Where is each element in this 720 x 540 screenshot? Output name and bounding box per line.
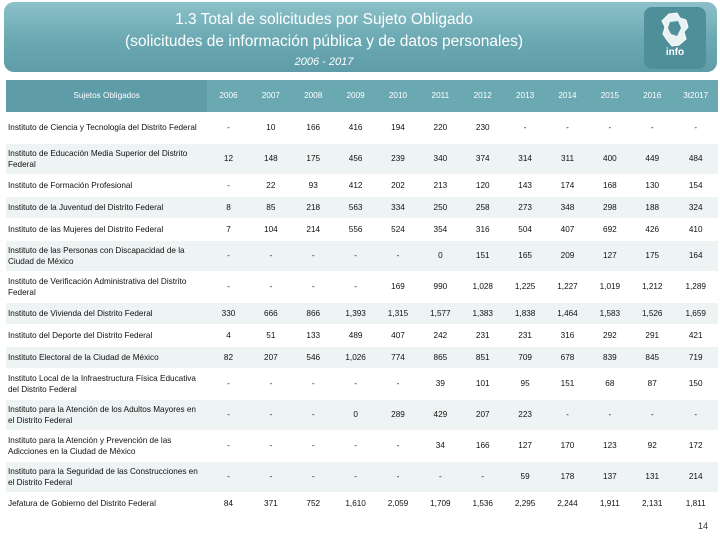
value-cell: 120 xyxy=(462,174,504,196)
value-cell: 10 xyxy=(250,112,292,143)
value-cell: - xyxy=(589,399,631,430)
value-cell: - xyxy=(673,399,718,430)
value-cell: - xyxy=(292,271,334,302)
value-cell: 123 xyxy=(589,430,631,461)
value-cell: 678 xyxy=(546,346,588,368)
value-cell: 407 xyxy=(546,218,588,240)
value-cell: 865 xyxy=(419,346,461,368)
value-cell: 68 xyxy=(589,368,631,399)
column-header-year: 2016 xyxy=(631,80,673,112)
value-cell: 87 xyxy=(631,368,673,399)
table-row xyxy=(6,174,718,196)
value-cell: - xyxy=(207,368,249,399)
value-cell: 1,383 xyxy=(462,302,504,324)
column-header-year: 2007 xyxy=(250,80,292,112)
value-cell: 291 xyxy=(631,324,673,346)
value-cell: 131 xyxy=(631,461,673,492)
value-cell: 170 xyxy=(546,430,588,461)
value-cell: 1,028 xyxy=(462,271,504,302)
value-cell: 214 xyxy=(673,461,718,492)
table-row xyxy=(6,196,718,218)
value-cell: 175 xyxy=(631,240,673,271)
column-header-year: 2008 xyxy=(292,80,334,112)
column-header-year: 2010 xyxy=(377,80,419,112)
value-cell: 8 xyxy=(207,196,249,218)
value-cell: 151 xyxy=(546,368,588,399)
value-cell: 851 xyxy=(462,346,504,368)
value-cell: 845 xyxy=(631,346,673,368)
value-cell: 166 xyxy=(462,430,504,461)
value-cell: - xyxy=(546,399,588,430)
value-cell: 866 xyxy=(292,302,334,324)
value-cell: 1,464 xyxy=(546,302,588,324)
value-cell: 258 xyxy=(462,196,504,218)
value-cell: 93 xyxy=(292,174,334,196)
value-cell: 95 xyxy=(504,368,546,399)
column-header-year: 2015 xyxy=(589,80,631,112)
value-cell: 1,577 xyxy=(419,302,461,324)
value-cell: 1,212 xyxy=(631,271,673,302)
value-cell: 298 xyxy=(589,196,631,218)
value-cell: 0 xyxy=(334,399,376,430)
table-row xyxy=(6,461,718,492)
value-cell: 2,131 xyxy=(631,492,673,514)
table-row xyxy=(6,240,718,271)
value-cell: 175 xyxy=(292,143,334,174)
value-cell: 85 xyxy=(250,196,292,218)
value-cell: 563 xyxy=(334,196,376,218)
value-cell: - xyxy=(673,112,718,143)
logo xyxy=(644,7,706,69)
value-cell: 330 xyxy=(207,302,249,324)
value-cell: 209 xyxy=(546,240,588,271)
value-cell: - xyxy=(207,399,249,430)
value-cell: 504 xyxy=(504,218,546,240)
value-cell: 1,610 xyxy=(334,492,376,514)
value-cell: 1,659 xyxy=(673,302,718,324)
value-cell: 188 xyxy=(631,196,673,218)
value-cell: 34 xyxy=(419,430,461,461)
value-cell: - xyxy=(250,368,292,399)
value-cell: 416 xyxy=(334,112,376,143)
value-cell: - xyxy=(462,461,504,492)
subject-name-cell: Instituto de la Juventud del Distrito Federal xyxy=(6,196,207,218)
value-cell: 2,059 xyxy=(377,492,419,514)
subject-name-cell: Instituto de Ciencia y Tecnología del Distrito Federal xyxy=(6,112,207,143)
value-cell: 719 xyxy=(673,346,718,368)
subject-name-cell: Instituto de Educación Media Superior del Distrito Federal xyxy=(6,143,207,174)
value-cell: 250 xyxy=(419,196,461,218)
value-cell: 429 xyxy=(419,399,461,430)
value-cell: - xyxy=(250,399,292,430)
value-cell: 456 xyxy=(334,143,376,174)
subject-name-cell: Instituto Electoral de la Ciudad de México xyxy=(6,346,207,368)
value-cell: 340 xyxy=(419,143,461,174)
value-cell: - xyxy=(631,112,673,143)
value-cell: 348 xyxy=(546,196,588,218)
value-cell: 104 xyxy=(250,218,292,240)
subject-name-cell: Instituto de Vivienda del Distrito Federal xyxy=(6,302,207,324)
value-cell: 1,536 xyxy=(462,492,504,514)
value-cell: 22 xyxy=(250,174,292,196)
value-cell: 151 xyxy=(462,240,504,271)
column-header-year: 2009 xyxy=(334,80,376,112)
value-cell: 1,583 xyxy=(589,302,631,324)
value-cell: 354 xyxy=(419,218,461,240)
value-cell: - xyxy=(250,240,292,271)
value-cell: - xyxy=(207,271,249,302)
map-icon xyxy=(659,12,691,48)
value-cell: 292 xyxy=(589,324,631,346)
value-cell: 289 xyxy=(377,399,419,430)
value-cell: 164 xyxy=(673,240,718,271)
value-cell: - xyxy=(377,461,419,492)
value-cell: 1,811 xyxy=(673,492,718,514)
subject-name-cell: Instituto del Deporte del Distrito Federal xyxy=(6,324,207,346)
value-cell: - xyxy=(419,461,461,492)
value-cell: 231 xyxy=(504,324,546,346)
value-cell: - xyxy=(334,430,376,461)
value-cell: 137 xyxy=(589,461,631,492)
value-cell: - xyxy=(207,112,249,143)
value-cell: 223 xyxy=(504,399,546,430)
value-cell: 421 xyxy=(673,324,718,346)
value-cell: 165 xyxy=(504,240,546,271)
value-cell: 51 xyxy=(250,324,292,346)
value-cell: 412 xyxy=(334,174,376,196)
value-cell: 7 xyxy=(207,218,249,240)
value-cell: 130 xyxy=(631,174,673,196)
value-cell: 230 xyxy=(462,112,504,143)
value-cell: 489 xyxy=(334,324,376,346)
value-cell: 214 xyxy=(292,218,334,240)
subject-name-cell: Instituto de Verificación Administrativa del Distrito Federal xyxy=(6,271,207,302)
value-cell: - xyxy=(292,368,334,399)
value-cell: - xyxy=(292,430,334,461)
subject-name-cell: Instituto de Formación Profesional xyxy=(6,174,207,196)
header-banner xyxy=(4,2,717,72)
value-cell: 334 xyxy=(377,196,419,218)
logo-text: info xyxy=(665,47,685,58)
value-cell: 273 xyxy=(504,196,546,218)
subject-name-cell: Instituto para la Atención y Prevención de las Adicciones en la Ciudad de México xyxy=(6,430,207,461)
value-cell: 400 xyxy=(589,143,631,174)
value-cell: 207 xyxy=(250,346,292,368)
value-cell: 207 xyxy=(462,399,504,430)
value-cell: 166 xyxy=(292,112,334,143)
value-cell: 154 xyxy=(673,174,718,196)
value-cell: 220 xyxy=(419,112,461,143)
value-cell: 371 xyxy=(250,492,292,514)
value-cell: - xyxy=(292,399,334,430)
value-cell: 84 xyxy=(207,492,249,514)
table-row xyxy=(6,324,718,346)
value-cell: 524 xyxy=(377,218,419,240)
value-cell: - xyxy=(250,271,292,302)
period-label: 2006 - 2017 xyxy=(294,56,354,68)
value-cell: 178 xyxy=(546,461,588,492)
table-row xyxy=(6,302,718,324)
table-row xyxy=(6,218,718,240)
value-cell: 1,019 xyxy=(589,271,631,302)
value-cell: 213 xyxy=(419,174,461,196)
value-cell: 4 xyxy=(207,324,249,346)
value-cell: 1,911 xyxy=(589,492,631,514)
value-cell: 709 xyxy=(504,346,546,368)
value-cell: - xyxy=(292,461,334,492)
table-row xyxy=(6,399,718,430)
column-header-year: 3t2017 xyxy=(673,80,718,112)
value-cell: - xyxy=(334,461,376,492)
value-cell: 39 xyxy=(419,368,461,399)
subject-name-cell: Instituto para la Seguridad de las Construcciones en el Distrito Federal xyxy=(6,461,207,492)
subject-name-cell: Instituto Local de la Infraestructura Física Educativa del Distrito Federal xyxy=(6,368,207,399)
value-cell: 1,393 xyxy=(334,302,376,324)
value-cell: 1,838 xyxy=(504,302,546,324)
value-cell: 92 xyxy=(631,430,673,461)
table-row xyxy=(6,430,718,461)
value-cell: 231 xyxy=(462,324,504,346)
value-cell: 133 xyxy=(292,324,334,346)
value-cell: - xyxy=(631,399,673,430)
value-cell: - xyxy=(504,112,546,143)
value-cell: 546 xyxy=(292,346,334,368)
value-cell: - xyxy=(292,240,334,271)
value-cell: 410 xyxy=(673,218,718,240)
value-cell: 148 xyxy=(250,143,292,174)
value-cell: 0 xyxy=(419,240,461,271)
value-cell: - xyxy=(334,240,376,271)
value-cell: 316 xyxy=(546,324,588,346)
value-cell: 666 xyxy=(250,302,292,324)
table-row xyxy=(6,271,718,302)
value-cell: 1,026 xyxy=(334,346,376,368)
value-cell: 202 xyxy=(377,174,419,196)
value-cell: - xyxy=(250,461,292,492)
value-cell: 839 xyxy=(589,346,631,368)
value-cell: 1,315 xyxy=(377,302,419,324)
table-row xyxy=(6,143,718,174)
column-header-year: 2014 xyxy=(546,80,588,112)
value-cell: - xyxy=(334,368,376,399)
value-cell: 1,289 xyxy=(673,271,718,302)
value-cell: 172 xyxy=(673,430,718,461)
column-header-year: 2006 xyxy=(207,80,249,112)
subject-name-cell: Jefatura de Gobierno del Distrito Federal xyxy=(6,492,207,514)
value-cell: 484 xyxy=(673,143,718,174)
page-number: 14 xyxy=(697,521,708,531)
value-cell: 101 xyxy=(462,368,504,399)
value-cell: 82 xyxy=(207,346,249,368)
table-row xyxy=(6,492,718,514)
value-cell: 2,244 xyxy=(546,492,588,514)
page-subtitle: (solicitudes de información pública y de datos personales) xyxy=(124,33,524,50)
value-cell: 556 xyxy=(334,218,376,240)
value-cell: - xyxy=(377,430,419,461)
value-cell: 174 xyxy=(546,174,588,196)
value-cell: 449 xyxy=(631,143,673,174)
value-cell: 692 xyxy=(589,218,631,240)
value-cell: - xyxy=(207,240,249,271)
value-cell: 12 xyxy=(207,143,249,174)
value-cell: - xyxy=(546,112,588,143)
value-cell: 143 xyxy=(504,174,546,196)
value-cell: - xyxy=(334,271,376,302)
value-cell: - xyxy=(589,112,631,143)
value-cell: 311 xyxy=(546,143,588,174)
value-cell: 239 xyxy=(377,143,419,174)
requests-table xyxy=(6,80,718,515)
value-cell: 1,227 xyxy=(546,271,588,302)
value-cell: - xyxy=(377,368,419,399)
value-cell: 168 xyxy=(589,174,631,196)
subject-name-cell: Instituto de las Mujeres del Distrito Federal xyxy=(6,218,207,240)
value-cell: 1,526 xyxy=(631,302,673,324)
value-cell: 2,295 xyxy=(504,492,546,514)
page-title: 1.3 Total de solicitudes por Sujeto Obligado xyxy=(175,11,473,28)
value-cell: 127 xyxy=(589,240,631,271)
value-cell: 374 xyxy=(462,143,504,174)
value-cell: 314 xyxy=(504,143,546,174)
value-cell: 407 xyxy=(377,324,419,346)
value-cell: 169 xyxy=(377,271,419,302)
value-cell: 752 xyxy=(292,492,334,514)
subject-name-cell: Instituto de las Personas con Discapacidad de la Ciudad de México xyxy=(6,240,207,271)
column-header-subject: Sujetos Obligados xyxy=(6,80,207,112)
value-cell: 426 xyxy=(631,218,673,240)
column-header-year: 2011 xyxy=(419,80,461,112)
subject-name-cell: Instituto para la Atención de los Adultos Mayores en el Distrito Federal xyxy=(6,399,207,430)
value-cell: 150 xyxy=(673,368,718,399)
value-cell: - xyxy=(207,430,249,461)
value-cell: 1,709 xyxy=(419,492,461,514)
value-cell: 127 xyxy=(504,430,546,461)
column-header-year: 2013 xyxy=(504,80,546,112)
table-row xyxy=(6,368,718,399)
table-row xyxy=(6,346,718,368)
value-cell: 316 xyxy=(462,218,504,240)
column-header-year: 2012 xyxy=(462,80,504,112)
value-cell: 194 xyxy=(377,112,419,143)
value-cell: - xyxy=(207,461,249,492)
value-cell: - xyxy=(377,240,419,271)
value-cell: 242 xyxy=(419,324,461,346)
value-cell: 990 xyxy=(419,271,461,302)
table-header-row xyxy=(6,80,718,112)
value-cell: 1,225 xyxy=(504,271,546,302)
value-cell: 324 xyxy=(673,196,718,218)
value-cell: 218 xyxy=(292,196,334,218)
value-cell: - xyxy=(250,430,292,461)
table-row xyxy=(6,112,718,143)
value-cell: 774 xyxy=(377,346,419,368)
value-cell: - xyxy=(207,174,249,196)
value-cell: 59 xyxy=(504,461,546,492)
